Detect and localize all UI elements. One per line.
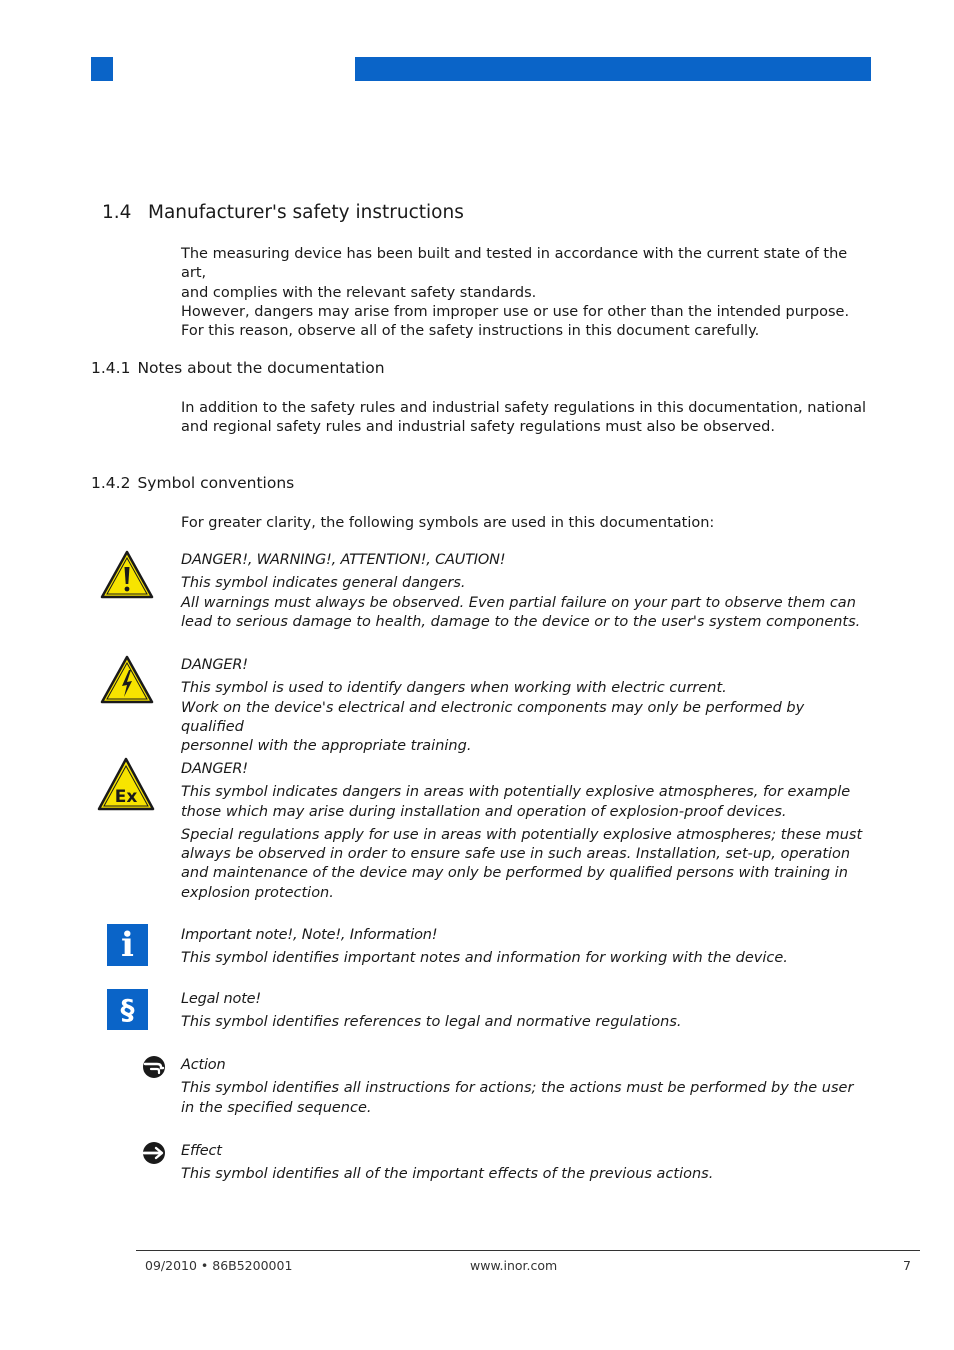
symbol-title: DANGER! [181,761,248,777]
header-brand-square [91,57,113,81]
symbol-line: This symbol identifies important notes and information for working with the device. [181,950,788,967]
subsection-title: Symbol conventions [137,474,295,492]
subsection-heading-symbols [91,474,294,492]
symbol-line: This symbol indicates dangers in areas with potentially explosive atmospheres, for example [181,784,851,801]
footer-page-number: 7 [903,1258,911,1273]
information-icon [107,924,148,966]
intro-paragraph [181,245,871,341]
subsection-title: Notes about the documentation [137,359,385,377]
ex-glyph: Ex [114,787,138,807]
intro-line: However, dangers may arise from improper use or use for other than the intended purpose. [181,303,850,320]
notes-line: In addition to the safety rules and industrial safety regulations in this documentation, national [181,400,867,416]
legal-paragraph-icon [107,989,148,1030]
symbol-line: lead to serious damage to health, damage to the device or to the user's system components. [181,613,861,630]
symbol-line: Special regulations apply for use in areas with potentially explosive atmospheres; these must [181,826,863,843]
symbol-title: Effect [181,1143,222,1159]
subsection-number: 1.4.2 [91,474,131,492]
symbol-line: those which may arise during installation and operation of explosion-proof devices. [181,803,787,820]
electric-hazard-icon [100,655,154,705]
symbol-general-danger [181,551,871,632]
action-hand-icon [141,1054,167,1080]
symbol-legal-note [181,990,871,1033]
warning-triangle-icon [100,550,154,600]
header-brand-bar [355,57,871,81]
symbol-line: explosion protection. [181,884,334,901]
symbol-information [181,926,871,969]
info-glyph: i [121,925,134,965]
footer-website-link[interactable]: www.inor.com [470,1258,558,1273]
explosion-hazard-ex-icon [96,757,156,812]
symbol-title: Action [181,1057,226,1073]
symbol-line: All warnings must always be observed. Even partial failure on your part to observe them can [181,594,856,611]
intro-line: and complies with the relevant safety standards. [181,284,537,301]
symbol-line: and maintenance of the device may only be performed by qualified persons with training in [181,865,848,882]
effect-arrow-icon [141,1140,167,1166]
symbol-line: Work on the device's electrical and electronic components may only be performed by qualified [181,699,805,735]
footer-date-docnum: 09/2010 • 86B5200001 [145,1258,293,1273]
symbol-line: This symbol identifies references to legal and normative regulations. [181,1014,682,1031]
symbol-title: DANGER! [181,657,248,673]
legal-glyph: § [120,993,135,1026]
symbol-electric-danger [181,656,871,756]
subsection-number: 1.4.1 [91,359,131,377]
symbol-line: in the specified sequence. [181,1099,372,1116]
section-title: Manufacturer's safety instructions [148,202,464,223]
symbol-effect [181,1142,871,1185]
symbol-line: personnel with the appropriate training. [181,738,472,755]
symbol-line: This symbol identifies all instructions for actions; the actions must be performed by the user [181,1080,854,1097]
intro-line: For this reason, observe all of the safety instructions in this document carefully. [181,323,760,340]
section-number: 1.4 [102,202,132,223]
symbol-title: Legal note! [181,991,262,1007]
section-heading [102,202,464,223]
symbol-line: This symbol indicates general dangers. [181,575,466,592]
symbol-line: always be observed in order to ensure safe use in such areas. Installation, set-up, operation [181,846,851,863]
notes-paragraph [181,399,871,438]
symbol-action [181,1056,871,1118]
subsection-heading-notes [91,359,385,377]
symbols-intro-text: For greater clarity, the following symbols are used in this documentation: [181,515,715,531]
symbol-line: This symbol is used to identify dangers when working with electric current. [181,680,727,697]
symbol-title: Important note!, Note!, Information! [181,927,438,943]
symbols-intro [181,514,871,533]
symbol-explosion-danger [181,760,871,903]
footer-rule [136,1250,920,1251]
notes-line: and regional safety rules and industrial safety regulations must also be observed. [181,419,775,436]
symbol-line: This symbol identifies all of the important effects of the previous actions. [181,1166,714,1183]
symbol-title: DANGER!, WARNING!, ATTENTION!, CAUTION! [181,552,506,568]
intro-line: The measuring device has been built and tested in accordance with the current state of the art, [181,246,848,282]
